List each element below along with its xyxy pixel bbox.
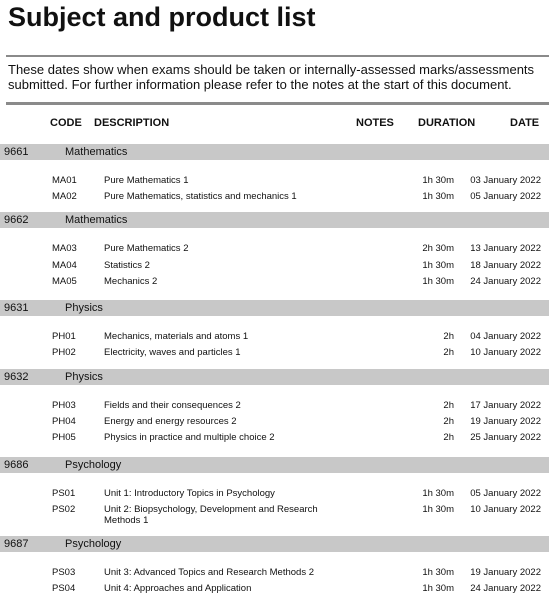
item-date: 05 January 2022 — [470, 191, 541, 202]
item-description: Mechanics 2 — [104, 276, 158, 287]
item-code: PH03 — [52, 400, 76, 411]
item-code: MA04 — [52, 260, 77, 271]
subject-code: 9631 — [4, 302, 29, 314]
subject-band — [0, 369, 549, 385]
item-code: MA03 — [52, 243, 77, 254]
item-code: PS01 — [52, 488, 76, 499]
item-description: Mechanics, materials and atoms 1 — [104, 331, 249, 342]
item-code: MA05 — [52, 276, 77, 287]
subject-code: 9632 — [4, 371, 29, 383]
item-date: 19 January 2022 — [470, 567, 541, 578]
item-duration: 1h 30m — [422, 567, 454, 578]
item-description: Unit 1: Introductory Topics in Psychology — [104, 488, 275, 499]
item-code: PS02 — [52, 504, 76, 515]
item-date: 04 January 2022 — [470, 331, 541, 342]
header-duration: DURATION — [418, 117, 476, 129]
subject-name: Mathematics — [65, 214, 128, 226]
item-description: Unit 2: Biopsychology, Development and Research Methods 1 — [104, 504, 318, 526]
item-description: Statistics 2 — [104, 260, 150, 271]
header-date: DATE — [510, 117, 540, 129]
subject-code: 9687 — [4, 538, 29, 550]
intro-rule — [6, 102, 549, 105]
item-code: PH01 — [52, 331, 76, 342]
subject-band — [0, 144, 549, 160]
item-duration: 2h 30m — [422, 243, 454, 254]
subject-band — [0, 536, 549, 552]
subject-band — [0, 457, 549, 473]
subject-name: Physics — [65, 302, 103, 314]
header-description: DESCRIPTION — [94, 117, 170, 129]
item-duration: 2h — [443, 400, 454, 411]
item-date: 03 January 2022 — [470, 175, 541, 186]
item-duration: 2h — [443, 432, 454, 443]
item-date: 19 January 2022 — [470, 416, 541, 427]
item-code: MA02 — [52, 191, 77, 202]
subject-band — [0, 212, 549, 228]
item-duration: 1h 30m — [422, 583, 454, 594]
item-date: 18 January 2022 — [470, 260, 541, 271]
item-date: 13 January 2022 — [470, 243, 541, 254]
item-description: Physics in practice and multiple choice 2 — [104, 432, 275, 443]
item-duration: 1h 30m — [422, 191, 454, 202]
item-duration: 1h 30m — [422, 504, 454, 515]
item-duration: 1h 30m — [422, 488, 454, 499]
item-duration: 2h — [443, 416, 454, 427]
item-duration: 1h 30m — [422, 276, 454, 287]
subject-code: 9661 — [4, 146, 29, 158]
subject-code: 9686 — [4, 459, 29, 471]
item-code: PH02 — [52, 347, 76, 358]
item-duration: 1h 30m — [422, 175, 454, 186]
subject-name: Mathematics — [65, 146, 128, 158]
item-description: Pure Mathematics, statistics and mechanics 1 — [104, 191, 297, 202]
item-description: Energy and energy resources 2 — [104, 416, 237, 427]
subject-code: 9662 — [4, 214, 29, 226]
item-date: 05 January 2022 — [470, 488, 541, 499]
item-code: PH05 — [52, 432, 76, 443]
subject-name: Physics — [65, 371, 103, 383]
item-duration: 2h — [443, 347, 454, 358]
item-date: 24 January 2022 — [470, 583, 541, 594]
item-description: Pure Mathematics 1 — [104, 175, 189, 186]
item-date: 10 January 2022 — [470, 347, 541, 358]
intro-text: These dates show when exams should be taken or internally-assessed marks/assessments submitted. For further information please refer to the notes at the start of this document. — [8, 62, 535, 92]
page-title: Subject and product list — [8, 2, 316, 32]
item-date: 24 January 2022 — [470, 276, 541, 287]
subject-name: Psychology — [65, 538, 122, 550]
subject-band — [0, 300, 549, 316]
item-duration: 2h — [443, 331, 454, 342]
item-code: PS03 — [52, 567, 76, 578]
item-duration: 1h 30m — [422, 260, 454, 271]
title-rule — [6, 55, 549, 57]
header-notes: NOTES — [356, 117, 394, 129]
item-date: 25 January 2022 — [470, 432, 541, 443]
item-date: 17 January 2022 — [470, 400, 541, 411]
item-code: MA01 — [52, 175, 77, 186]
item-code: PS04 — [52, 583, 76, 594]
item-code: PH04 — [52, 416, 76, 427]
item-description: Electricity, waves and particles 1 — [104, 347, 241, 358]
item-description: Fields and their consequences 2 — [104, 400, 241, 411]
header-code: CODE — [50, 117, 82, 129]
subject-name: Psychology — [65, 459, 122, 471]
item-description: Pure Mathematics 2 — [104, 243, 189, 254]
item-date: 10 January 2022 — [470, 504, 541, 515]
item-description: Unit 4: Approaches and Application — [104, 583, 252, 594]
item-description: Unit 3: Advanced Topics and Research Methods 2 — [104, 567, 315, 578]
